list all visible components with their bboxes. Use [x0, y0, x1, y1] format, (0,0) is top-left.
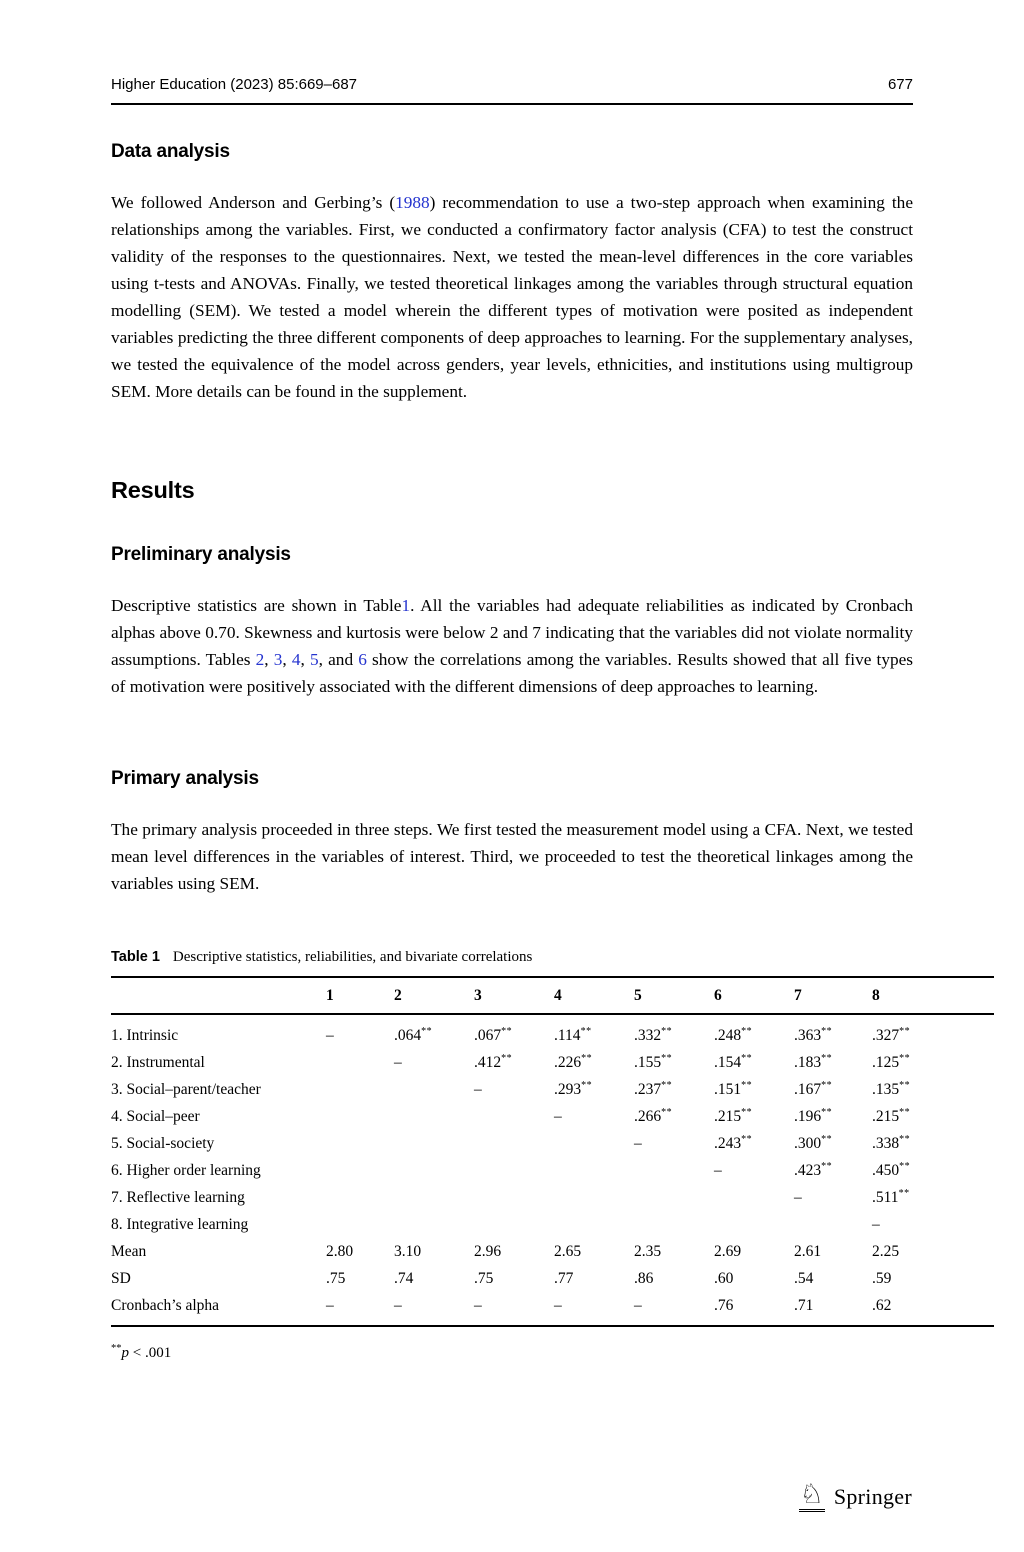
section-title-preliminary-analysis: Preliminary analysis — [111, 544, 291, 565]
table-cell — [394, 1184, 474, 1211]
table-cell: – — [474, 1080, 482, 1098]
table-row-label: 6. Higher order learning — [111, 1161, 261, 1179]
table-caption-text: Descriptive statistics, reliabilities, and bivariate correlations — [172, 949, 533, 965]
table-cell: .54 — [794, 1269, 814, 1287]
table-row — [111, 1076, 994, 1103]
footnote-marker: ** — [111, 1343, 122, 1354]
table-cell: .266** — [634, 1106, 673, 1125]
reference-link[interactable]: 4 — [291, 650, 301, 669]
table-cell: .237** — [634, 1079, 673, 1098]
table-cell: .183** — [794, 1052, 833, 1071]
table-cell: .196** — [794, 1106, 833, 1125]
section-title-data-analysis: Data analysis — [111, 141, 230, 162]
table-cell — [554, 1157, 634, 1184]
table-cell: .125** — [872, 1052, 911, 1071]
table-cell: .114** — [554, 1025, 592, 1044]
table-row-label: 2. Instrumental — [111, 1053, 205, 1071]
table-row — [111, 1130, 994, 1157]
table-cell — [474, 1184, 554, 1211]
table-column-header: 2 — [394, 977, 474, 1014]
publisher-name: Springer — [833, 1483, 912, 1509]
table-row — [111, 1103, 994, 1130]
text-segment: show the correlations among the variables. Results showed that all five types of motivation were positively associated with the different dimensions of deep approaches to learning. — [111, 650, 914, 696]
table-cell — [326, 1157, 394, 1184]
table-cell — [474, 1211, 554, 1238]
table-cell — [474, 1103, 554, 1130]
table-cell: .248** — [714, 1025, 753, 1044]
table-cell — [394, 1103, 474, 1130]
text-segment: , — [264, 650, 274, 669]
table-cell: – — [474, 1296, 482, 1314]
table-row — [111, 1184, 994, 1211]
running-head — [111, 0, 913, 105]
text-segment: , and — [318, 650, 359, 669]
table-row — [111, 1238, 994, 1265]
table-caption-label: Table 1 — [111, 949, 160, 965]
table-row-label: 1. Intrinsic — [111, 1026, 179, 1044]
text-segment: We followed Anderson and Gerbing’s ( — [111, 193, 396, 212]
table-cell: .067** — [474, 1025, 513, 1044]
table-cell: .423** — [794, 1160, 833, 1179]
table-column-header: 6 — [714, 977, 794, 1014]
table-row — [111, 1265, 994, 1292]
text-segment: . All the variables had adequate reliabilities as indicated by Cronbach alphas above 0.70. Skewness and kurtosis were below 2 and 7 indicating that the variables did not violate normality assumptions. Tables — [111, 596, 913, 669]
table-row-label: 5. Social-society — [111, 1134, 215, 1152]
table-cell: .450** — [872, 1160, 911, 1179]
section-title-primary-analysis: Primary analysis — [111, 768, 259, 789]
data-analysis-paragraph — [111, 189, 913, 405]
table-cell — [394, 1157, 474, 1184]
table-cell: .86 — [634, 1269, 654, 1287]
table-row-label: SD — [111, 1269, 131, 1287]
table-cell — [634, 1184, 714, 1211]
table-row-label: Cronbach’s alpha — [111, 1296, 220, 1314]
table-row-label: 4. Social–peer — [111, 1107, 200, 1125]
table-cell: 2.61 — [794, 1242, 822, 1260]
table-header-row — [111, 977, 994, 1014]
table-cell: 2.65 — [554, 1242, 582, 1260]
table-cell: 2.25 — [872, 1242, 900, 1260]
reference-link[interactable]: 1 — [401, 596, 411, 615]
reference-link[interactable]: 1988 — [395, 193, 430, 212]
text-segment: , — [300, 650, 311, 669]
table-cell: .215** — [872, 1106, 911, 1125]
table-cell: 2.35 — [634, 1242, 662, 1260]
table-cell: .332** — [634, 1025, 673, 1044]
table-cell: .327** — [872, 1025, 911, 1044]
table-cell — [474, 1130, 554, 1157]
table-cell: .74 — [394, 1269, 414, 1287]
text-segment: ) recommendation to use a two-step approach when examining the relationships among the variables. First, we conducted a confirmatory factor analysis (CFA) to test the construct validity of the responses to the questionnaires. Next, we tested the mean-level differences in the core variables using t-tests and ANOVAs. Finally, we tested theoretical linkages among the variables through structural equation modelling (SEM). We tested a model wherein the different types of motivation were posited as independent variables predicting the three different components of deep approaches to learning. For the supplementary analyses, we tested the equivalence of the model across genders, year levels, ethnicities, and institutions using multigroup SEM. More details can be found in the supplement. — [111, 193, 913, 401]
table-footnote — [111, 1345, 913, 1362]
table-cell: .151** — [714, 1079, 753, 1098]
table-cell — [634, 1157, 714, 1184]
journal-citation: Higher Education (2023) 85:669–687 — [111, 76, 358, 93]
table-row-label: Mean — [111, 1242, 147, 1260]
table-cell: – — [326, 1026, 334, 1044]
table-column-header: 1 — [326, 977, 394, 1014]
reference-link[interactable]: 5 — [310, 650, 319, 669]
publisher-logo — [799, 1481, 912, 1512]
table-cell — [554, 1211, 634, 1238]
table-caption — [111, 949, 913, 966]
table-cell: .62 — [872, 1296, 892, 1314]
table-row-label: 3. Social–parent/teacher — [111, 1080, 261, 1098]
table-cell: .76 — [714, 1296, 734, 1314]
table-cell: .338** — [872, 1133, 911, 1152]
table-cell — [794, 1211, 872, 1238]
section-title-results: Results — [111, 477, 195, 503]
table-cell: – — [794, 1188, 802, 1206]
table-row-label: 7. Reflective learning — [111, 1188, 245, 1206]
table-cell: .363** — [794, 1025, 833, 1044]
table-1 — [111, 976, 994, 1327]
table-column-header: 8 — [872, 977, 952, 1014]
table-row — [111, 1292, 994, 1326]
table-cell: .75 — [474, 1269, 494, 1287]
table-cell: .226** — [554, 1052, 593, 1071]
table-cell: .77 — [554, 1269, 574, 1287]
table-cell — [474, 1157, 554, 1184]
primary-analysis-paragraph — [111, 816, 913, 897]
table-cell — [326, 1130, 394, 1157]
table-cell — [326, 1184, 394, 1211]
table-cell — [714, 1184, 794, 1211]
table-cell: .155** — [634, 1052, 673, 1071]
table-cell — [326, 1076, 394, 1103]
footnote-symbol: p — [121, 1345, 129, 1361]
table-cell: – — [394, 1053, 402, 1071]
table-cell — [554, 1130, 634, 1157]
table-cell — [394, 1211, 474, 1238]
preliminary-analysis-paragraph — [111, 592, 913, 700]
table-row — [111, 1211, 994, 1238]
table-row — [111, 1049, 994, 1076]
text-segment: The primary analysis proceeded in three steps. We first tested the measurement model using a CFA. Next, we tested mean level differences in the variables of interest. Third, we proceeded to test the theoretical linkages among the variables using SEM. — [111, 820, 913, 893]
table-column-header: 5 — [634, 977, 714, 1014]
table-cell — [326, 1211, 394, 1238]
table-row — [111, 1157, 994, 1184]
table-cell — [326, 1049, 394, 1076]
table-row — [111, 1014, 994, 1049]
table-cell: 2.80 — [326, 1242, 354, 1260]
table-cell: .215** — [714, 1106, 753, 1125]
table-row-label: 8. Integrative learning — [111, 1215, 249, 1233]
reference-link[interactable]: 6 — [358, 650, 367, 669]
table-cell — [714, 1211, 794, 1238]
table-cell: 2.69 — [714, 1242, 742, 1260]
text-segment: Descriptive statistics are shown in Table — [111, 596, 402, 615]
table-cell — [394, 1076, 474, 1103]
table-cell: .243** — [714, 1133, 753, 1152]
table-cell — [634, 1211, 714, 1238]
table-cell: – — [394, 1296, 402, 1314]
table-cell — [554, 1184, 634, 1211]
page-number: 677 — [887, 76, 913, 93]
table-cell: – — [634, 1296, 642, 1314]
footnote-text: < .001 — [129, 1345, 172, 1361]
table-cell: .511** — [872, 1187, 910, 1206]
table-cell — [394, 1130, 474, 1157]
table-cell: .300** — [794, 1133, 833, 1152]
table-cell: 2.96 — [474, 1242, 502, 1260]
table-cell: .293** — [554, 1079, 593, 1098]
table-cell: .064** — [394, 1025, 433, 1044]
springer-knight-icon: ♘ — [799, 1481, 825, 1512]
table-cell: – — [634, 1134, 642, 1152]
table-cell: .135** — [872, 1079, 911, 1098]
table-cell: – — [326, 1296, 334, 1314]
table-cell: – — [872, 1215, 880, 1233]
table-cell: – — [554, 1107, 562, 1125]
table-cell: .60 — [714, 1269, 734, 1287]
reference-link[interactable]: 2 — [255, 650, 265, 669]
table-cell: .167** — [794, 1079, 833, 1098]
table-column-header: 7 — [794, 977, 872, 1014]
reference-link[interactable]: 3 — [273, 650, 283, 669]
table-cell: .154** — [714, 1052, 753, 1071]
table-cell: .412** — [474, 1052, 513, 1071]
table-cell: .71 — [794, 1296, 814, 1314]
table-column-header: 4 — [554, 977, 634, 1014]
table-column-header: 3 — [474, 977, 554, 1014]
table-cell: – — [554, 1296, 562, 1314]
table-cell: 3.10 — [394, 1242, 422, 1260]
table-cell: .59 — [872, 1269, 892, 1287]
table-corner-cell — [111, 977, 326, 1014]
table-cell: .75 — [326, 1269, 346, 1287]
table-cell: – — [714, 1161, 722, 1179]
table-cell — [326, 1103, 394, 1130]
text-segment: , — [282, 650, 292, 669]
